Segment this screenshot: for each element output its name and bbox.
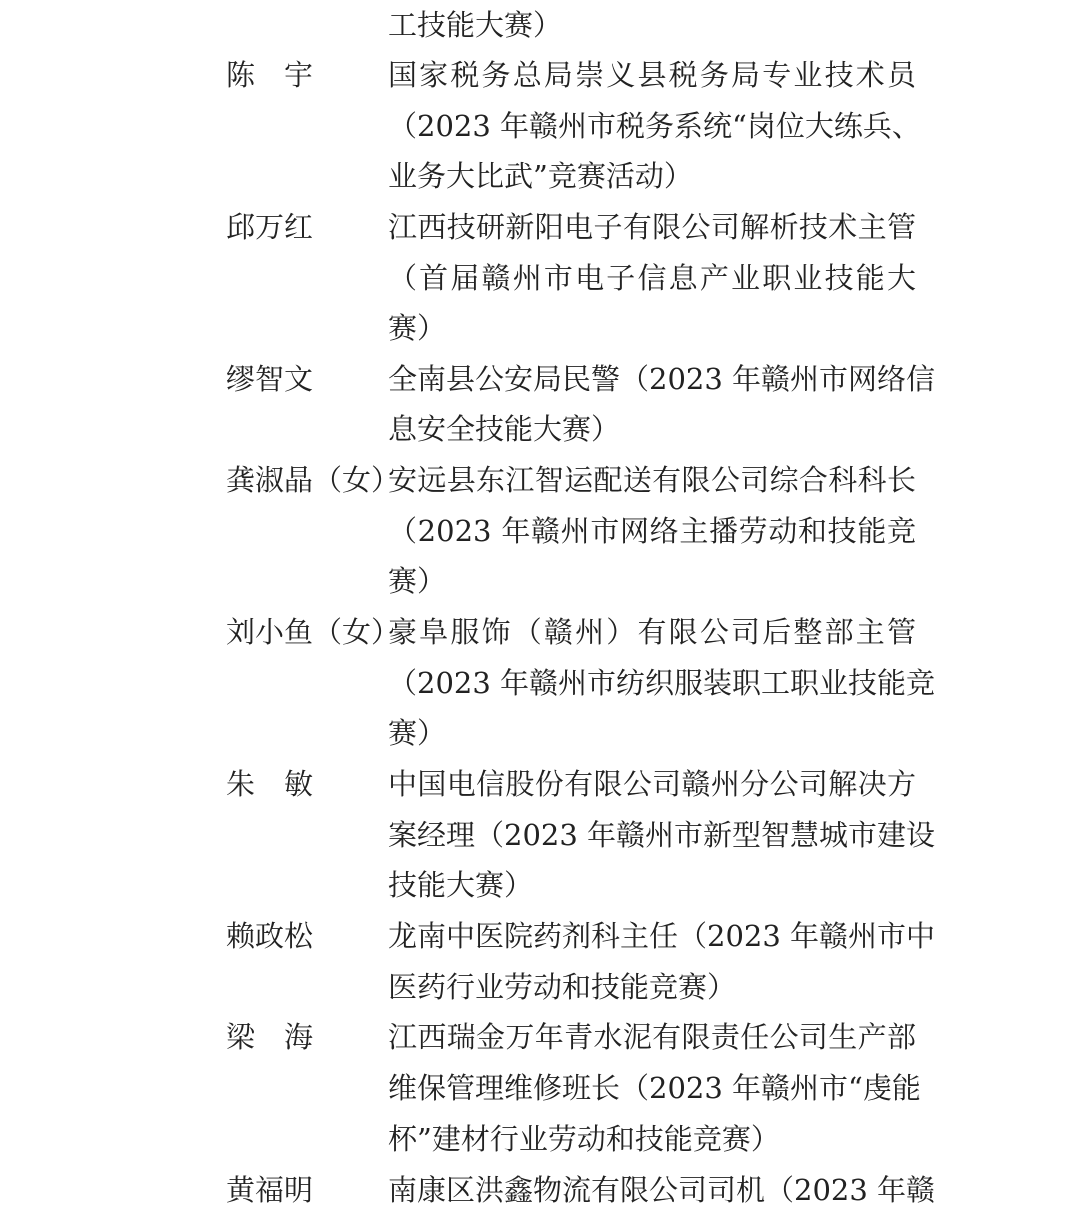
document-line [0,810,1080,861]
document-line [0,303,1080,354]
awardee-name: 刘小鱼（女） [226,615,401,649]
document-line [0,101,1080,152]
awardee-description: 龙南中医院药剂科主任（2023 年赣州市中 [388,919,936,953]
awardee-name: 龚淑晶（女） [226,463,401,497]
awardee-description: 医药行业劳动和技能竞赛） [388,970,737,1004]
awardee-description: 案经理（2023 年赣州市新型智慧城市建设 [388,818,936,852]
document-line [0,0,1080,51]
awardee-name: 黄福明 [226,1173,314,1207]
awardee-name: 梁 海 [226,1020,314,1054]
awardee-name: 陈 宇 [226,58,314,92]
awardee-description: 维保管理维修班长（2023 年赣州市“虔能 [388,1071,921,1105]
awardee-name: 赖政松 [226,919,314,953]
awardee-description: 赛） [388,564,447,598]
document-line [0,1165,1080,1216]
awardee-description: 江西技研新阳电子有限公司解析技术主管 [388,210,916,244]
document-line [0,354,1080,405]
awardee-description: 南康区洪鑫物流有限公司司机（2023 年赣 [388,1173,936,1207]
awardee-description: 赛） [388,311,447,345]
awardee-description: 赛） [388,716,447,750]
awardee-name: 缪智文 [226,362,314,396]
awardee-description: 江西瑞金万年青水泥有限责任公司生产部 [388,1020,916,1054]
awardee-description: 工技能大赛） [388,8,563,42]
document-line [0,1012,1080,1063]
awardee-description: 国家税务总局崇义县税务局专业技术员 [388,58,916,92]
document-line [0,911,1080,962]
document-line [0,658,1080,709]
document-line [0,860,1080,911]
document-line [0,708,1080,759]
document-line [0,506,1080,557]
awardee-name: 邱万红 [226,210,314,244]
awardee-description: 中国电信股份有限公司赣州分公司解决方 [388,767,916,801]
document-line [0,759,1080,810]
awardee-description: （2023 年赣州市纺织服装职工职业技能竞 [388,666,936,700]
awardee-name: 朱 敏 [226,767,314,801]
document-line [0,50,1080,101]
awardee-description: （首届赣州市电子信息产业职业技能大 [388,261,916,295]
awardee-description: 安远县东江智运配送有限公司综合科科长 [388,463,916,497]
document-line [0,607,1080,658]
awardee-description: 豪阜服饰（赣州）有限公司后整部主管 [388,615,916,649]
awardee-description: 技能大赛） [388,868,534,902]
document-line [0,962,1080,1013]
document-line [0,455,1080,506]
awardee-description: 全南县公安局民警（2023 年赣州市网络信 [388,362,936,396]
document-line [0,253,1080,304]
document-line [0,151,1080,202]
awardee-description: （2023 年赣州市网络主播劳动和技能竞 [388,514,916,548]
document-line [0,556,1080,607]
awardee-description: 业务大比武”竞赛活动） [388,159,693,193]
awardee-description: （2023 年赣州市税务系统“岗位大练兵、 [388,109,921,143]
awardee-description: 杯”建材行业劳动和技能竞赛） [388,1122,780,1156]
document-line [0,1114,1080,1165]
document-line [0,1063,1080,1114]
awardee-description: 息安全技能大赛） [388,412,621,446]
document-line [0,404,1080,455]
document-line [0,202,1080,253]
